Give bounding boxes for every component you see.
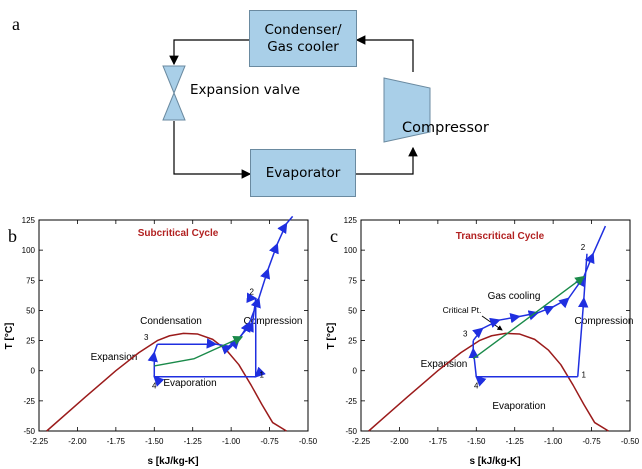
- x-tick-label: -2.25: [29, 437, 49, 446]
- label-gas-cooling: Gas cooling: [487, 291, 541, 302]
- y-tick-label: -25: [345, 396, 357, 406]
- x-tick-label: -1.00: [222, 437, 241, 446]
- label-evaporation: Evaporation: [163, 378, 217, 389]
- transcritical-chart: [322, 212, 642, 469]
- pipe-evaporator-to-compressor: [356, 148, 413, 174]
- x-axis-label: s [kJ/kg-K]: [147, 456, 199, 467]
- cycle-path-line: [228, 216, 293, 346]
- subcritical-chart: [0, 212, 320, 469]
- x-tick-label: -2.00: [390, 437, 409, 446]
- y-tick-label: 100: [21, 246, 35, 256]
- chart-title: Subcritical Cycle: [137, 228, 219, 239]
- state-point-label: 3: [144, 333, 149, 343]
- label-compression: Compression: [574, 316, 634, 327]
- y-tick-label: 75: [348, 276, 357, 286]
- state-point-label: 3: [462, 329, 468, 339]
- pipe-valve-to-evaporator: [174, 121, 250, 174]
- y-tick-label: 75: [26, 276, 35, 286]
- x-tick-label: -1.75: [428, 437, 447, 446]
- y-tick-label: 125: [21, 216, 35, 225]
- compressor-label: Compressor: [402, 120, 489, 136]
- heat-flow-arrow: [473, 277, 584, 359]
- x-tick-label: -0.50: [298, 437, 318, 446]
- pipe-compressor-to-condenser: [357, 40, 413, 72]
- plot-area: [22, 216, 318, 446]
- x-tick-label: -0.50: [620, 437, 640, 446]
- x-tick-label: -1.50: [467, 437, 486, 446]
- label-expansion: Expansion: [90, 352, 138, 363]
- state-point-label: 1: [581, 370, 586, 380]
- x-tick-label: -1.50: [145, 437, 164, 446]
- evaporator-box: [250, 149, 356, 197]
- label-condensation: Condensation: [140, 316, 202, 327]
- x-tick-label: -1.25: [183, 437, 202, 446]
- x-axis-label: s [kJ/kg-K]: [469, 456, 521, 467]
- panel-letter-b: b: [8, 226, 17, 246]
- condenser-label-line1: Condenser/: [264, 22, 342, 39]
- y-tick-label: 25: [26, 336, 35, 346]
- label-critical-point: Critical Pt.: [442, 305, 482, 315]
- x-tick-label: -0.75: [582, 437, 601, 446]
- x-tick-label: -1.00: [544, 437, 563, 446]
- x-tick-label: -2.25: [351, 437, 371, 446]
- y-tick-label: 100: [343, 246, 357, 256]
- expansion-valve-icon: [163, 66, 185, 120]
- y-axis-label: T [°C]: [326, 322, 337, 350]
- expansion-valve-label: Expansion valve: [190, 82, 301, 98]
- y-tick-label: 50: [348, 306, 357, 316]
- y-tick-label: 50: [26, 306, 35, 316]
- x-tick-label: -1.75: [106, 437, 125, 446]
- cycle-path-line: [473, 341, 578, 377]
- state-point-label: 1: [259, 370, 264, 380]
- label-expansion: Expansion: [420, 359, 468, 370]
- condenser-label-line2: Gas cooler: [267, 38, 339, 55]
- y-tick-label: -50: [345, 427, 357, 436]
- state-point-label: 2: [249, 287, 254, 297]
- label-compression: Compression: [243, 316, 303, 327]
- y-tick-label: -25: [23, 396, 35, 406]
- condenser-gas-cooler-box: [249, 10, 357, 67]
- state-point-label: 4: [152, 381, 157, 391]
- y-axis-label: T [°C]: [4, 322, 15, 350]
- y-tick-label: 25: [348, 336, 357, 346]
- state-point-label: 2: [580, 242, 586, 252]
- heat-flow-arrow: [154, 337, 242, 366]
- panel-letter-a: a: [12, 14, 20, 34]
- panel-letter-c: c: [330, 226, 338, 246]
- y-tick-label: -50: [23, 427, 35, 436]
- evaporator-label: Evaporator: [265, 164, 341, 181]
- y-tick-label: 125: [343, 216, 357, 225]
- x-tick-label: -1.25: [505, 437, 524, 446]
- x-tick-label: -2.00: [68, 437, 87, 446]
- y-tick-label: 0: [30, 366, 35, 376]
- chart-title: Transcritical Cycle: [455, 231, 545, 242]
- pipe-condenser-to-valve: [174, 40, 249, 64]
- label-evaporation: Evaporation: [492, 401, 546, 412]
- x-tick-label: -0.75: [260, 437, 279, 446]
- y-tick-label: 0: [352, 366, 357, 376]
- state-point-label: 4: [474, 381, 479, 391]
